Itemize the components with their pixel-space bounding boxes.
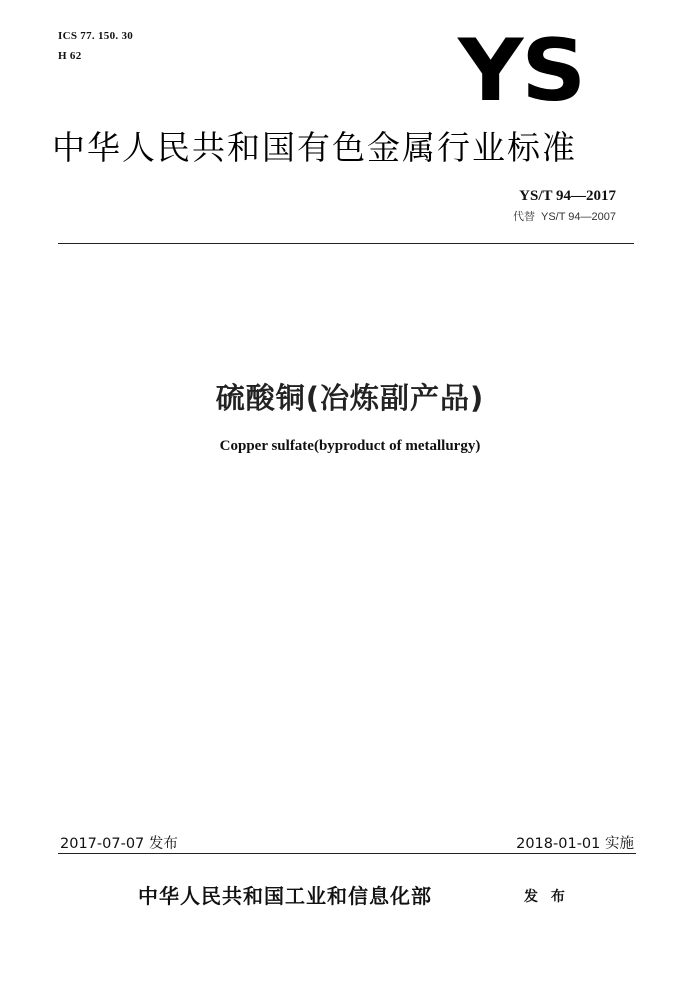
replaces-line	[507, 208, 616, 224]
effective-date: 2018-01-01 实施	[516, 836, 634, 852]
replaced-standard-number: YS/T 94—2007	[540, 211, 616, 223]
publisher-name: 中华人民共和国工业和信息化部	[138, 884, 432, 908]
issue-date: 2017-07-07 发布	[60, 836, 178, 852]
header-divider	[58, 243, 634, 244]
ys-logo: YS	[458, 21, 585, 121]
footer-divider	[58, 853, 636, 854]
classification-code: H 62	[58, 50, 82, 62]
standard-category-title: 中华人民共和国有色金属行业标准	[52, 128, 577, 167]
document-title-chinese: 硫酸铜(冶炼副产品)	[215, 381, 485, 415]
document-title-english: Copper sulfate(byproduct of metallurgy)	[219, 438, 481, 454]
standard-number: YS/T 94—2017	[519, 188, 616, 204]
publish-label: 发 布	[524, 889, 569, 905]
replaces-label: 代替	[512, 211, 535, 223]
ics-code: ICS 77. 150. 30	[58, 30, 134, 42]
